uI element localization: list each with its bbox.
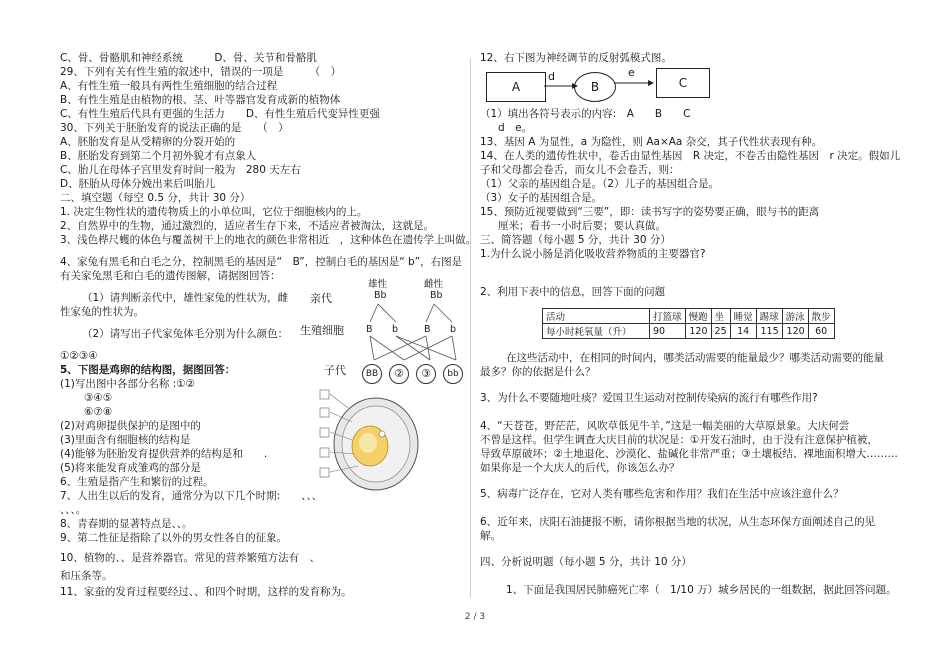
text-line: ⑥⑦⑧ — [84, 406, 113, 418]
text-line: 和压条等。 — [60, 570, 113, 582]
text-line: C、有性生殖后代具有更强的生活力 D、有性生殖后代变异性更强 — [60, 108, 380, 120]
text-line: 6、生殖是指产生和繁衍的过程。 — [60, 476, 214, 488]
offspring-circle: bb — [443, 364, 463, 384]
text-line: (3)里面含有细胞核的结构是 — [60, 434, 191, 446]
table-cell: 25 — [711, 324, 730, 339]
text-line: B、有性生殖是由植物的根、茎、叶等器官发育成新的植物体 — [60, 94, 341, 106]
text-line: D、胚胎从母体分娩出来后叫胎儿 — [60, 178, 216, 190]
text-line: 解。 — [480, 530, 501, 542]
reflex-circle-b: B — [574, 72, 616, 102]
table-header-cell: 坐 — [711, 309, 730, 324]
text-line: 14、在人类的遗传性状中，卷舌由显性基因 R 决定，不卷舌由隐性基因 r 决定。假如儿 — [480, 150, 901, 162]
text-line: 13、基因 A 为显性，a 为隐性，则 Aa×Aa 杂交，其子代性状表现有种。 — [480, 136, 823, 148]
offspring-circle: ③ — [416, 364, 436, 384]
table-cell: 120 — [685, 324, 711, 339]
egg-label-boxes — [320, 390, 329, 477]
germ-cell: b — [392, 324, 399, 335]
text-line: A、胚胎发育是从受精卵的分裂开始的 — [60, 136, 236, 148]
text-line: 不曾是这样。但学生调查大庆目前的状况是：①开发石油时，由于没有注意保护植被， — [480, 434, 878, 446]
offspring-circle: ② — [389, 364, 409, 384]
text-line: ①②③④ — [60, 350, 98, 362]
text-line: 5、下图是鸡卵的结构图，据图回答： — [60, 364, 236, 376]
text-line: 子和父母都会卷舌，而女儿不会卷舌，则： — [480, 164, 680, 176]
text-line: （1）父亲的基因组合是。（2）儿子的基因组合是。 — [480, 178, 720, 190]
reflex-label-e: e — [628, 66, 635, 79]
germ-cell-label: 生殖细胞 — [300, 324, 344, 337]
text-line: 厘米；看书一小时后要；要认真做。 — [498, 220, 666, 232]
table-header-cell: 活动 — [543, 309, 650, 324]
reflex-box-c: C — [656, 68, 710, 98]
text-line: 7、人出生以后的发育，通常分为以下几个时期: 、、、 — [60, 490, 323, 502]
text-line: 6、近年来，庆阳石油捷报不断，请你根据当地的状况，从生态环保方面阐述自己的见 — [480, 516, 876, 528]
table-header-cell: 游泳 — [782, 309, 808, 324]
female-genes: Bb — [430, 290, 443, 301]
text-line: 1. 决定生物性状的遗传物质上的小单位叫，它位于细胞核内的上。 — [60, 206, 368, 218]
text-line: (1)写出图中各部分名称 :①② — [60, 378, 196, 390]
text-line: 导致草原破坏；②土地退化、沙漠化、盐碱化非常严重；③土壤板结、裸地面积增大……… — [480, 448, 898, 460]
text-line: 29、下列有关有性生殖的叙述中，错误的一项是 （ ） — [60, 66, 342, 78]
table-row — [543, 324, 835, 339]
text-line: C、胎儿在母体子宫里发育时间一般为 280 天左右 — [60, 164, 301, 176]
text-line: 3、为什么不要随地吐痰？爱国卫生运动对控制传染病的流行有哪些作用? — [480, 392, 818, 404]
reflex-box-a: A — [486, 72, 546, 102]
text-line: 12、右下图为神经调节的反射弧模式图。 — [480, 52, 672, 64]
text-line: 4、家兔有黑毛和白毛之分，控制黑毛的基因是“ B”，控制白毛的基因是“ b”，右图是 — [60, 256, 463, 268]
table-header-cell: 散步 — [808, 309, 834, 324]
text-line: A、有性生殖一般具有两性生殖细胞的结合过程 — [60, 80, 278, 92]
text-line: C、骨、骨骼肌和神经系统 D、骨、关节和骨骼肌 — [60, 52, 317, 64]
text-line: 5、病毒广泛存在，它对人类有哪些危害和作用？我们在生活中应该注意什么？ — [480, 488, 844, 500]
text-line: 15、预防近视要做到“三要”，即：读书写字的姿势要正确，眼与书的距离 — [480, 206, 820, 218]
text-line: （2）请写出子代家兔体毛分别为什么颜色： — [82, 328, 289, 340]
text-line: 3、浅色桦尺蠖的体色与覆盖树干上的地衣的颜色非常相近 ，这种体色在遗传学上叫做。 — [60, 234, 477, 246]
oxygen-consumption-table — [542, 308, 835, 339]
parent-label: 亲代 — [310, 292, 332, 305]
offspring-circle: BB — [362, 364, 382, 384]
offspring-label: 子代 — [324, 364, 346, 377]
text-line: 性家兔的性状为。 — [60, 306, 144, 318]
reflex-arrows — [544, 78, 658, 90]
male-genes: Bb — [374, 290, 387, 301]
table-cell: 90 — [650, 324, 686, 339]
text-line: 10、植物的、、是营养器官。常见的营养繁殖方法有 、 — [60, 552, 321, 564]
table-row-label: 每小时耗氧量（升） — [543, 324, 650, 339]
text-line: 最多？你的依据是什么？ — [480, 366, 596, 378]
text-line: 1.为什么说小肠是消化吸收营养物质的主要器官? — [480, 248, 706, 260]
table-cell: 115 — [756, 324, 782, 339]
text-line: （1）请判断亲代中，雄性家兔的性状为，雌 — [82, 292, 289, 304]
page-number: 2 / 3 — [464, 612, 486, 622]
text-line: 2、自然界中的生物，通过激烈的，适应者生存下来，不适应者被淘汰，这就是。 — [60, 220, 435, 232]
text-line: 30、下列关于胚胎发育的说法正确的是 （ ） — [60, 122, 289, 134]
text-line: 4、“天苍苍，野茫茫，风吹草低见牛羊，”这是一幅美丽的大草原景象。大庆何尝 — [480, 420, 850, 432]
section-heading: 二、填空题（每空 0.5 分，共计 30 分） — [60, 192, 251, 204]
text-line: (4)能够为胚胎发育提供营养的结构是和 . — [60, 448, 268, 460]
section-heading: 四、分析说明题（每小题 5 分，共计 10 分） — [480, 556, 692, 568]
table-header-cell: 打篮球 — [650, 309, 686, 324]
female-label: 雌性 — [424, 279, 444, 290]
table-cell: 60 — [808, 324, 834, 339]
section-heading: 三、简答题（每小题 5 分，共计 30 分） — [480, 234, 671, 246]
column-divider — [470, 58, 471, 598]
text-line: 11、家蚕的发育过程要经过、、和四个时期，这样的发育称为。 — [60, 586, 352, 598]
germ-cell: B — [424, 324, 431, 335]
egg-structure-diagram — [318, 388, 423, 498]
table-cell: 120 — [782, 324, 808, 339]
table-header-row — [543, 309, 835, 324]
table-header-cell: 慢跑 — [685, 309, 711, 324]
text-line: d e。 — [498, 122, 533, 134]
text-line: (5)将来能发育成雏鸡的部分是 — [60, 462, 201, 474]
text-line: 有关家兔黑毛和白毛的遗传图解，请据图回答： — [60, 270, 281, 282]
text-line: 1、下面是我国居民肺癌死亡率（ 1/10 万）城乡居民的一组数据，据此回答问题。 — [506, 584, 897, 596]
male-label: 雄性 — [368, 279, 388, 290]
table-header-cell: 踢球 — [756, 309, 782, 324]
text-line: （1）填出各符号表示的内容: A B C — [480, 108, 691, 120]
text-line: 8、青春期的显著特点是、、。 — [60, 518, 193, 530]
germ-cell: b — [450, 324, 457, 335]
reflex-label-d: d — [548, 70, 555, 83]
text-line: 9、第二性征是指除了以外的男女性各自的征象。 — [60, 532, 288, 544]
text-line: (2)对鸡卵提供保护的是图中的 — [60, 420, 201, 432]
germ-cell: B — [366, 324, 373, 335]
text-line: B、胚胎发育到第二个月初外貌才有点象人 — [60, 150, 257, 162]
table-cell: 14 — [730, 324, 756, 339]
table-header-cell: 睡觉 — [730, 309, 756, 324]
text-line: （3）女子的基因组合是。 — [480, 192, 603, 204]
genetics-lines — [360, 300, 470, 370]
text-line: 在这些活动中，在相同的时间内，哪类活动需要的能量最少？哪类活动需要的能量 — [506, 352, 884, 364]
text-line: 2、利用下表中的信息，回答下面的问题 — [480, 286, 666, 298]
text-line: 如果你是一个大庆人的后代，你该怎么办？ — [480, 462, 680, 474]
text-line: 、、、。 — [60, 504, 87, 516]
text-line: ③④⑤ — [84, 392, 113, 404]
